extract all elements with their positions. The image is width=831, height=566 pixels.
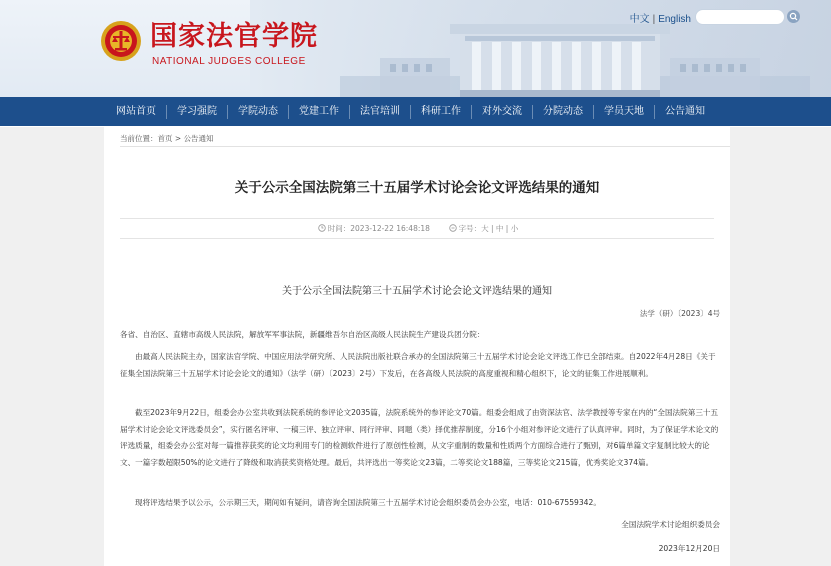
page-gutter-right [730,127,831,566]
signature-date: 2023年12月20日 [658,544,720,553]
paragraph-results: 截至2023年9月22日，组委会办公室共收到法院系统的参评论文2035篇，法院系统外的参评论文70篇。组委会组成了由资深法官、法学教授等专家在内的“全国法院第三十五届学术讨论会论文评选委员会”，实行匿名评审、一稿三评、独立评审、同行评审、同题（类）择优推荐制度，分16个小组对参评论文进行了认真评审。同时，为了保证学术论文的评选质量，组委会办公室对每一篇推荐获奖的论文均利用专门的检测软件进行了原创性检测，从文字重制的数量和性质两个方面综合进行了甄别，对6篇单篇文字复制比较大的论文、一篇字数超限50%的论文进行了降级和取消获奖资格处理。最后，共评选出一等奖论文23篇，二等奖论文188篇，三等奖论文215篇，优秀奖论文374篇。 [120,408,719,467]
page-title: 关于公示全国法院第三十五届学术讨论会论文评选结果的通知 [234,180,600,196]
language-switcher: 中文 | English [629,14,691,25]
font-size-large-button[interactable]: 大 [481,224,489,233]
nav-item-training[interactable]: 法官培训 [350,105,411,119]
nav-item-research[interactable]: 科研工作 [411,105,472,119]
breadcrumb-home-link[interactable]: 首页 [157,134,173,143]
time-label: 时间： [327,224,351,233]
divider [120,238,714,239]
paragraph-addressees: 各省、自治区、直辖市高级人民法院，解放军军事法院，新疆维吾尔自治区高级人民法院生产建设兵团分院： [120,330,485,339]
breadcrumb-separator: > [172,134,184,143]
court-emblem-icon[interactable] [100,20,142,62]
clock-icon [318,224,326,232]
logo-chinese-name[interactable]: 国家法官学院 [150,21,318,52]
nav-item-students[interactable]: 学员天地 [594,105,655,119]
nav-item-exchange[interactable]: 对外交流 [472,105,533,119]
main-nav [0,97,831,126]
divider [120,146,730,147]
font-size-icon [449,224,457,232]
search-input[interactable] [695,9,785,25]
lang-english-link[interactable]: English [658,14,691,25]
document-title: 关于公示全国法院第三十五届学术讨论会论文评选结果的通知 [282,286,552,297]
font-size-label: 字号： [458,224,482,233]
search-icon[interactable] [787,10,800,23]
nav-item-branches[interactable]: 分院动态 [533,105,594,119]
nav-item-notices[interactable]: 公告通知 [665,105,705,117]
nav-item-party[interactable]: 党建工作 [289,105,350,119]
court-building-image [340,14,810,97]
site-header [0,0,831,97]
logo-english-name[interactable]: NATIONAL JUDGES COLLEGE [152,56,306,67]
lang-chinese-link[interactable]: 中文 [629,14,650,25]
article-meta: 时间：2023-12-22 16:48:18 字号：大 | 中 | 小 [104,223,730,234]
nav-item-study[interactable]: 学习强院 [167,105,228,119]
nav-item-news[interactable]: 学院动态 [228,105,289,119]
publish-time: 2023-12-22 16:48:18 [350,224,430,233]
paragraph-publicity: 现将评选结果予以公示，公示期三天，期间如有疑问，请咨询全国法院第三十五届学术讨论会组织委员会办公室，电话：010-67559342。 [135,498,601,507]
divider [120,218,714,219]
document-number: 法学（研）〔2023〕4号 [639,309,720,318]
signature-organization: 全国法院学术讨论组织委员会 [621,520,720,529]
font-size-medium-button[interactable]: 中 [495,224,504,233]
font-size-small-button[interactable]: 小 [510,224,519,233]
breadcrumb [120,133,214,144]
paragraph-background: 由最高人民法院主办，国家法官学院、中国应用法学研究所、人民法院出版社联合承办的全国法院第三十五届学术讨论会论文评选工作已全部结束。自2022年4月28日《关于征集全国法院第三十五届学术讨论会论文的通知》（法学（研）〔2023〕2号）下发后，在各高级人民法院的高度重视和精心组织下，论文的征集工作进展顺利。 [120,352,716,378]
page-gutter-left [0,127,104,566]
breadcrumb-current-link[interactable]: 公告通知 [183,134,214,143]
breadcrumb-label: 当前位置： [120,134,158,143]
nav-item-home[interactable]: 网站首页 [112,105,167,119]
